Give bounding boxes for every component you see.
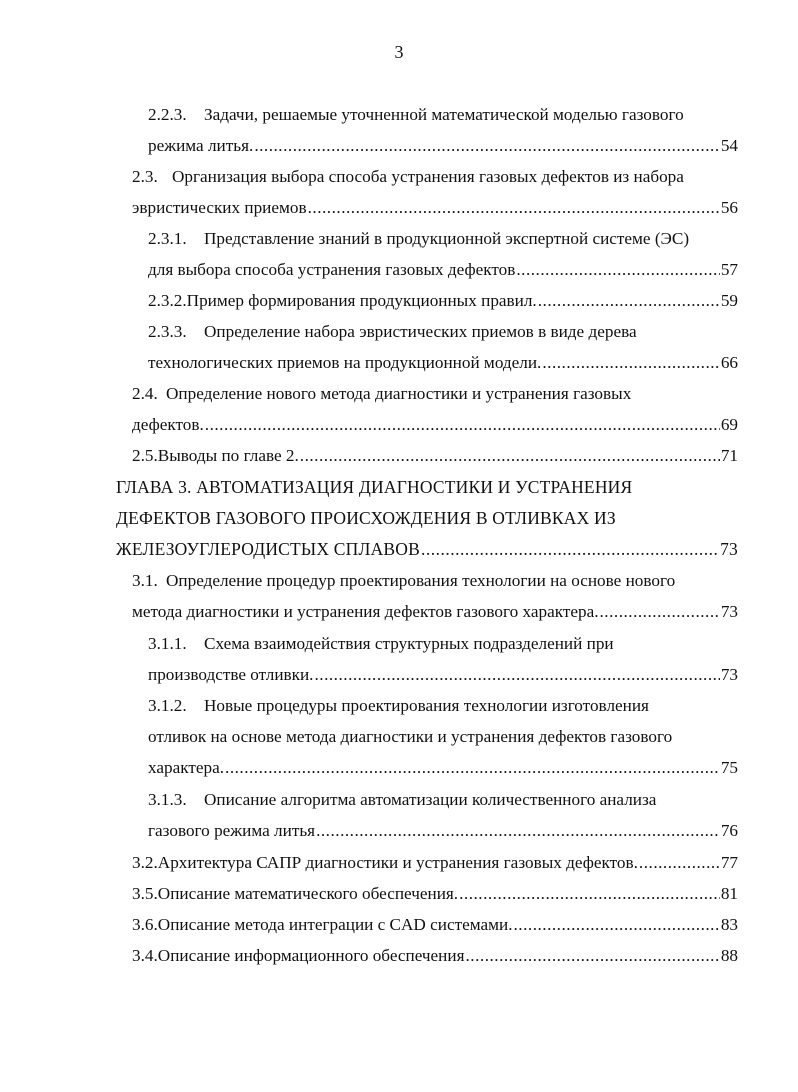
leader-dots [314,659,719,690]
toc-entry-3-1-line-1 [132,565,738,596]
toc-title: метода диагностики и устранения дефектов газового характера. [132,602,599,621]
toc-number: 3.5. [132,884,158,903]
toc-title: Новые процедуры проектирования технологии изготовления [204,696,649,715]
toc-title: для выбора способа устранения газовых дефектов [148,260,516,279]
toc-number: 2.4. [132,384,158,403]
leader-dots [600,596,720,627]
toc-page-number: 59 [720,291,738,310]
toc-number: 3.1.3. [148,790,187,809]
leader-dots [542,347,719,378]
toc-title: газового режима литья [148,821,316,840]
leader-dots [538,285,720,316]
toc-entry-2-3-1-line-1 [148,223,738,254]
toc-title: ЖЕЛЕЗОУГЛЕРОДИСТЫХ СПЛАВОВ [116,539,421,559]
leader-dots [308,192,720,223]
toc-entry-3-2[interactable] [132,847,738,878]
leader-dots [459,878,720,909]
toc-page-number: 56 [720,198,738,217]
toc-title: Пример формирования продукционных правил. [186,291,537,310]
toc-page-number: 57 [720,260,738,279]
toc-title: Представление знаний в продукционной экспертной системе (ЭС) [204,229,690,248]
toc-entry-2-4-line-1 [132,378,738,409]
toc-title: технологических приемов на продукционной модели. [148,353,542,372]
toc-page-number: 76 [720,821,738,840]
toc-number: 2.2.3. [148,105,187,124]
toc-title: эвристических приемов [132,198,307,217]
page-number: 3 [394,42,404,62]
toc-title: производстве отливки. [148,665,314,684]
leader-dots [421,534,719,565]
toc-entry-2-3-2[interactable] [148,285,738,316]
toc-entry-3-1-3-line-2[interactable] [148,815,738,846]
toc-page-number: 73 [720,602,738,621]
toc-entry-3-1-3-line-1 [148,784,738,815]
toc-entry-2-2-3-line-2[interactable] [148,130,738,161]
leader-dots [639,847,720,878]
toc-title: ГЛАВА 3. АВТОМАТИЗАЦИЯ ДИАГНОСТИКИ И УСТРАНЕНИЯ [116,477,633,497]
toc-entry-2-3-line-2[interactable] [132,192,738,223]
toc-entry-2-5[interactable] [132,440,738,471]
toc-page-number: 71 [720,446,738,465]
toc-chapter-3-line-1 [116,472,738,503]
leader-dots [225,752,720,783]
toc-title: Схема взаимодействия структурных подразделений при [204,634,614,653]
toc-number: 2.3.1. [148,229,187,248]
toc-entry-2-2-3-line-1 [148,99,738,130]
toc-entry-3-1-2-line-1 [148,690,738,721]
toc-number: 2.3.2. [148,291,187,310]
toc-entry-2-3-1-line-2[interactable] [148,254,738,285]
toc-entry-2-3-3-line-2[interactable] [148,347,738,378]
toc-title: Организация выбора способа устранения газовых дефектов из набора [172,167,684,186]
toc-entry-3-5[interactable] [132,878,738,909]
toc-title: Определение нового метода диагностики и устранения газовых [166,384,632,403]
leader-dots [466,940,720,971]
toc-entry-3-4[interactable] [132,940,738,971]
toc-entry-2-3-line-1 [132,161,738,192]
toc-entry-2-4-line-2[interactable] [132,409,738,440]
leader-dots [205,409,720,440]
toc-page-number: 54 [720,136,738,155]
toc-page-number: 73 [720,539,738,559]
toc-title: Описание алгоритма автоматизации количественного анализа [204,790,657,809]
toc-title: Определение процедур проектирования технологии на основе нового [166,571,676,590]
toc-number: 3.1.2. [148,696,187,715]
toc-page-number: 69 [720,415,738,434]
toc-entry-3-6[interactable] [132,909,738,940]
toc-title: ДЕФЕКТОВ ГАЗОВОГО ПРОИСХОЖДЕНИЯ В ОТЛИВКАХ ИЗ [116,508,616,528]
toc-title: Описание информационного обеспечения [157,946,465,965]
leader-dots [516,254,719,285]
toc-title: Определение набора эвристических приемов в виде дерева [204,322,637,341]
leader-dots [300,440,720,471]
toc-page-number: 66 [720,353,738,372]
toc-chapter-3-line-3[interactable] [116,534,738,565]
toc-number: 3.1.1. [148,634,187,653]
toc-title: отливок на основе метода диагностики и устранения дефектов газового [148,727,673,746]
toc-entry-3-1-line-2[interactable] [132,596,738,627]
leader-dots [514,909,720,940]
toc-number: 3.1. [132,571,158,590]
toc-number: 2.3. [132,167,158,186]
toc-title: характера. [148,758,225,777]
toc-entry-3-1-2-line-3[interactable] [148,752,738,783]
toc-title: режима литья. [148,136,254,155]
toc-page-number: 73 [720,665,738,684]
toc-number: 2.5. [132,446,158,465]
leader-dots [254,130,720,161]
leader-dots [316,815,720,846]
toc-page-number: 88 [720,946,738,965]
toc-number: 3.2. [132,853,158,872]
toc-entry-3-1-1-line-1 [148,628,738,659]
toc-title: Описание математического обеспечения. [157,884,459,903]
toc-title: дефектов. [132,415,204,434]
toc-entry-3-1-1-line-2[interactable] [148,659,738,690]
toc-number: 3.4. [132,946,158,965]
toc-title: Архитектура САПР диагностики и устранения газовых дефектов. [157,853,638,872]
toc-chapter-3-line-2 [116,503,738,534]
toc-page-number: 77 [720,853,738,872]
toc-page-number: 83 [720,915,738,934]
toc-entry-3-1-2-line-2 [148,721,738,752]
toc-entry-2-3-3-line-1 [148,316,738,347]
toc-page-number: 75 [720,758,738,777]
toc-title: Выводы по главе 2. [157,446,299,465]
toc-number: 2.3.3. [148,322,187,341]
toc-title: Задачи, решаемые уточненной математической моделью газового [204,105,684,124]
toc-title: Описание метода интеграции с CAD системами. [157,915,513,934]
toc-page-number: 81 [720,884,738,903]
toc-number: 3.6. [132,915,158,934]
